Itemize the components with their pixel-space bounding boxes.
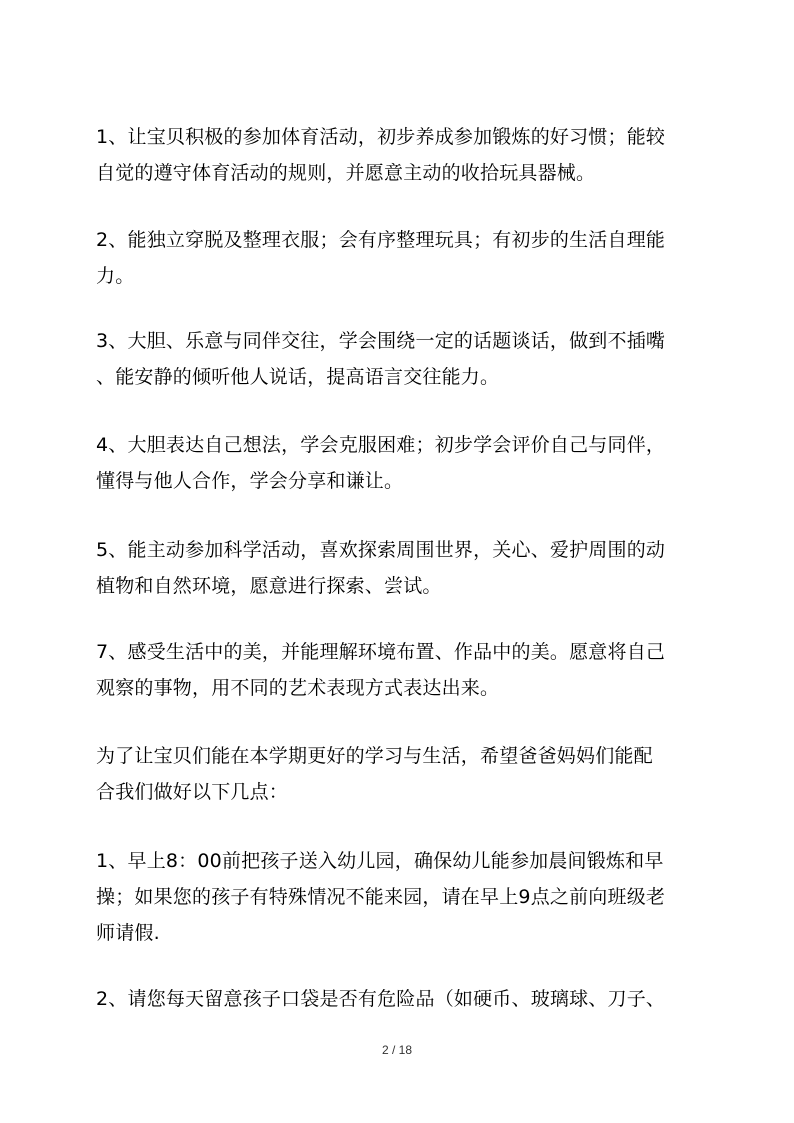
page-number: 2 / 18 [381, 1043, 413, 1057]
text-line: 1、让宝贝积极的参加体育活动，初步养成参加锻炼的好习惯；能较 [96, 126, 666, 148]
paragraph-goal-5 [96, 532, 706, 604]
text-line: 2、请您每天留意孩子口袋是否有危险品（如硬币、玻璃球、刀子、 [96, 988, 666, 1010]
text-line: 5、能主动参加科学活动，喜欢探索周围世界，关心、爱护周围的动 [96, 539, 666, 561]
text-line: 植物和自然环境，愿意进行探索、尝试。 [96, 575, 442, 597]
text-line: 力。 [96, 265, 135, 287]
paragraph-goal-1 [96, 119, 706, 191]
text-line: 为了让宝贝们能在本学期更好的学习与生活，希望爸爸妈妈们能配 [96, 745, 653, 767]
text-line: 师请假. [96, 922, 160, 944]
text-line: 、能安静的倾听他人说话，提高语言交往能力。 [96, 366, 500, 388]
text-line: 操；如果您的孩子有特殊情况不能来园，请在早上9点之前向班级老 [96, 886, 666, 908]
text-line: 自觉的遵守体育活动的规则，并愿意主动的收拾玩具器械。 [96, 162, 596, 184]
paragraph-goal-3 [96, 323, 706, 395]
paragraph-goal-4 [96, 427, 706, 499]
text-line: 合我们做好以下几点： [96, 781, 289, 803]
paragraph-request-2 [96, 981, 706, 1017]
text-line: 3、大胆、乐意与同伴交往，学会围绕一定的话题谈话，做到不插嘴 [96, 330, 666, 352]
text-line: 2、能独立穿脱及整理衣服；会有序整理玩具；有初步的生活自理能 [96, 229, 666, 251]
paragraph-parent-request-intro [96, 738, 706, 810]
text-line: 观察的事物，用不同的艺术表现方式表达出来。 [96, 677, 500, 699]
paragraph-goal-2 [96, 222, 706, 294]
text-line: 7、感受生活中的美，并能理解环境布置、作品中的美。愿意将自己 [96, 641, 666, 663]
text-line: 1、早上8：00前把孩子送入幼儿园，确保幼儿能参加晨间锻炼和早 [96, 850, 664, 872]
paragraph-goal-7 [96, 634, 706, 706]
paragraph-request-1 [96, 843, 706, 951]
text-line: 懂得与他人合作，学会分享和谦让。 [96, 470, 404, 492]
text-line: 4、大胆表达自己想法，学会克服困难；初步学会评价自己与同伴， [96, 434, 666, 456]
